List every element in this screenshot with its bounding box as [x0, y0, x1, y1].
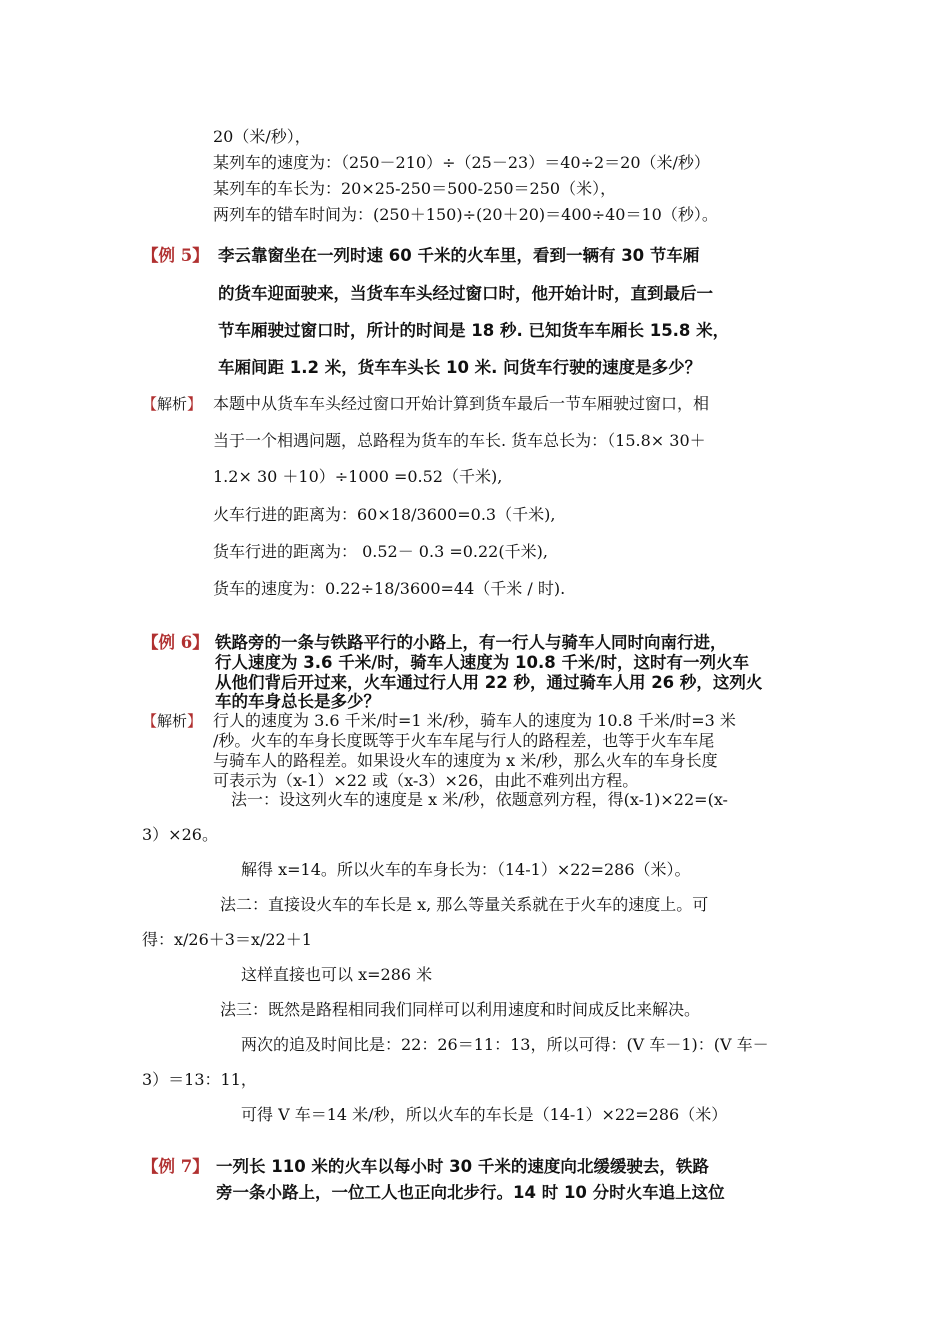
- solution-5-line: 1.2× 30 ＋10）÷1000 =0.52（千米),: [213, 467, 503, 486]
- solution-5-line: 货车的速度为：0.22÷18/3600=44（千米 / 时).: [213, 579, 566, 598]
- example-6-line: 车的车身总长是多少？: [215, 692, 380, 711]
- solution-6-line: 行人的速度为 3.6 千米/时=1 米/秒，骑车人的速度为 10.8 千米/时=3 米: [213, 711, 736, 730]
- example-6-line: 铁路旁的一条与铁路平行的小路上，有一行人与骑车人同时向南行进，: [215, 633, 727, 652]
- example-5-line: 节车厢驶过窗口时，所计的时间是 18 秒. 已知货车车厢长 15.8 米，: [218, 321, 730, 340]
- solution-6-line: 法二：直接设火车的车长是 x, 那么等量关系就在于火车的速度上。可: [220, 895, 709, 914]
- solution-6-line: /秒。火车的车身长度既等于火车车尾与行人的路程差，也等于火车车尾: [213, 731, 715, 750]
- solution-6-line: 3）＝13：11，: [142, 1070, 257, 1089]
- text-line: 两列车的错车时间为：(250＋150)÷(20＋20)＝400÷40＝10（秒）。: [213, 205, 718, 224]
- solution-6-line: 法一：设这列火车的速度是 x 米/秒，依题意列方程，得(x-1)×22=(x-: [231, 790, 728, 809]
- example-5-line: 的货车迎面驶来，当货车车头经过窗口时，他开始计时，直到最后一: [218, 284, 713, 303]
- example-7-line: 旁一条小路上，一位工人也正向北步行。14 时 10 分时火车追上这位: [216, 1183, 725, 1202]
- solution-6-line: 得：x/26＋3＝x/22＋1: [142, 930, 312, 949]
- solution-6-line: 两次的追及时间比是：22：26＝11：13，所以可得：(V 车－1)：(V 车－: [241, 1035, 769, 1054]
- solution-6-line: 3）×26。: [142, 825, 218, 844]
- example-6-line: 行人速度为 3.6 千米/时，骑车人速度为 10.8 千米/时，这时有一列火车: [215, 653, 749, 672]
- solution-6-line: 法三：既然是路程相同我们同样可以利用速度和时间成反比来解决。: [220, 1000, 701, 1019]
- solution-6-line: 与骑车人的路程差。如果设火车的速度为 x 米/秒，那么火车的车身长度: [213, 751, 718, 770]
- solution-6-line: 解得 x=14。所以火车的车身长为：（14-1）×22=286（米）。: [241, 860, 691, 879]
- example-5-line: 车厢间距 1.2 米，货车车头长 10 米. 问货车行驶的速度是多少？: [218, 358, 702, 377]
- solution-5-label: 【解析】: [142, 395, 203, 413]
- example-5-line: 李云靠窗坐在一列时速 60 千米的火车里，看到一辆有 30 节车厢: [218, 246, 700, 265]
- example-6-label: 【例 6】: [142, 633, 209, 652]
- solution-5-line: 本题中从货车车头经过窗口开始计算到货车最后一节车厢驶过窗口，相: [213, 394, 710, 413]
- example-5-label: 【例 5】: [142, 246, 209, 265]
- text-line: 20（米/秒），: [213, 127, 311, 146]
- solution-6-line: 可得 V 车＝14 米/秒，所以火车的车长是（14-1）×22=286（米）: [241, 1105, 728, 1124]
- solution-5-line: 当于一个相遇问题，总路程为货车的车长. 货车总长为：（15.8× 30＋: [213, 431, 706, 450]
- text-line: 某列车的车长为：20×25-250＝500-250＝250（米），: [213, 179, 617, 198]
- example-7-label: 【例 7】: [142, 1157, 209, 1176]
- solution-6-line: 可表示为（x-1）×22 或（x-3）×26，由此不难列出方程。: [213, 771, 639, 790]
- text-line: 某列车的速度为：（250－210）÷（25－23）＝40÷2＝20（米/秒）: [213, 153, 710, 172]
- solution-5-line: 货车行进的距离为： 0.52－ 0.3 =0.22(千米),: [213, 542, 548, 561]
- example-7-line: 一列长 110 米的火车以每小时 30 千米的速度向北缓缓驶去，铁路: [216, 1157, 709, 1176]
- solution-6-label: 【解析】: [142, 712, 203, 730]
- solution-5-line: 火车行进的距离为：60×18/3600=0.3（千米),: [213, 505, 556, 524]
- solution-6-line: 这样直接也可以 x=286 米: [241, 965, 433, 984]
- example-6-line: 从他们背后开过来，火车通过行人用 22 秒，通过骑车人用 26 秒，这列火: [215, 673, 763, 692]
